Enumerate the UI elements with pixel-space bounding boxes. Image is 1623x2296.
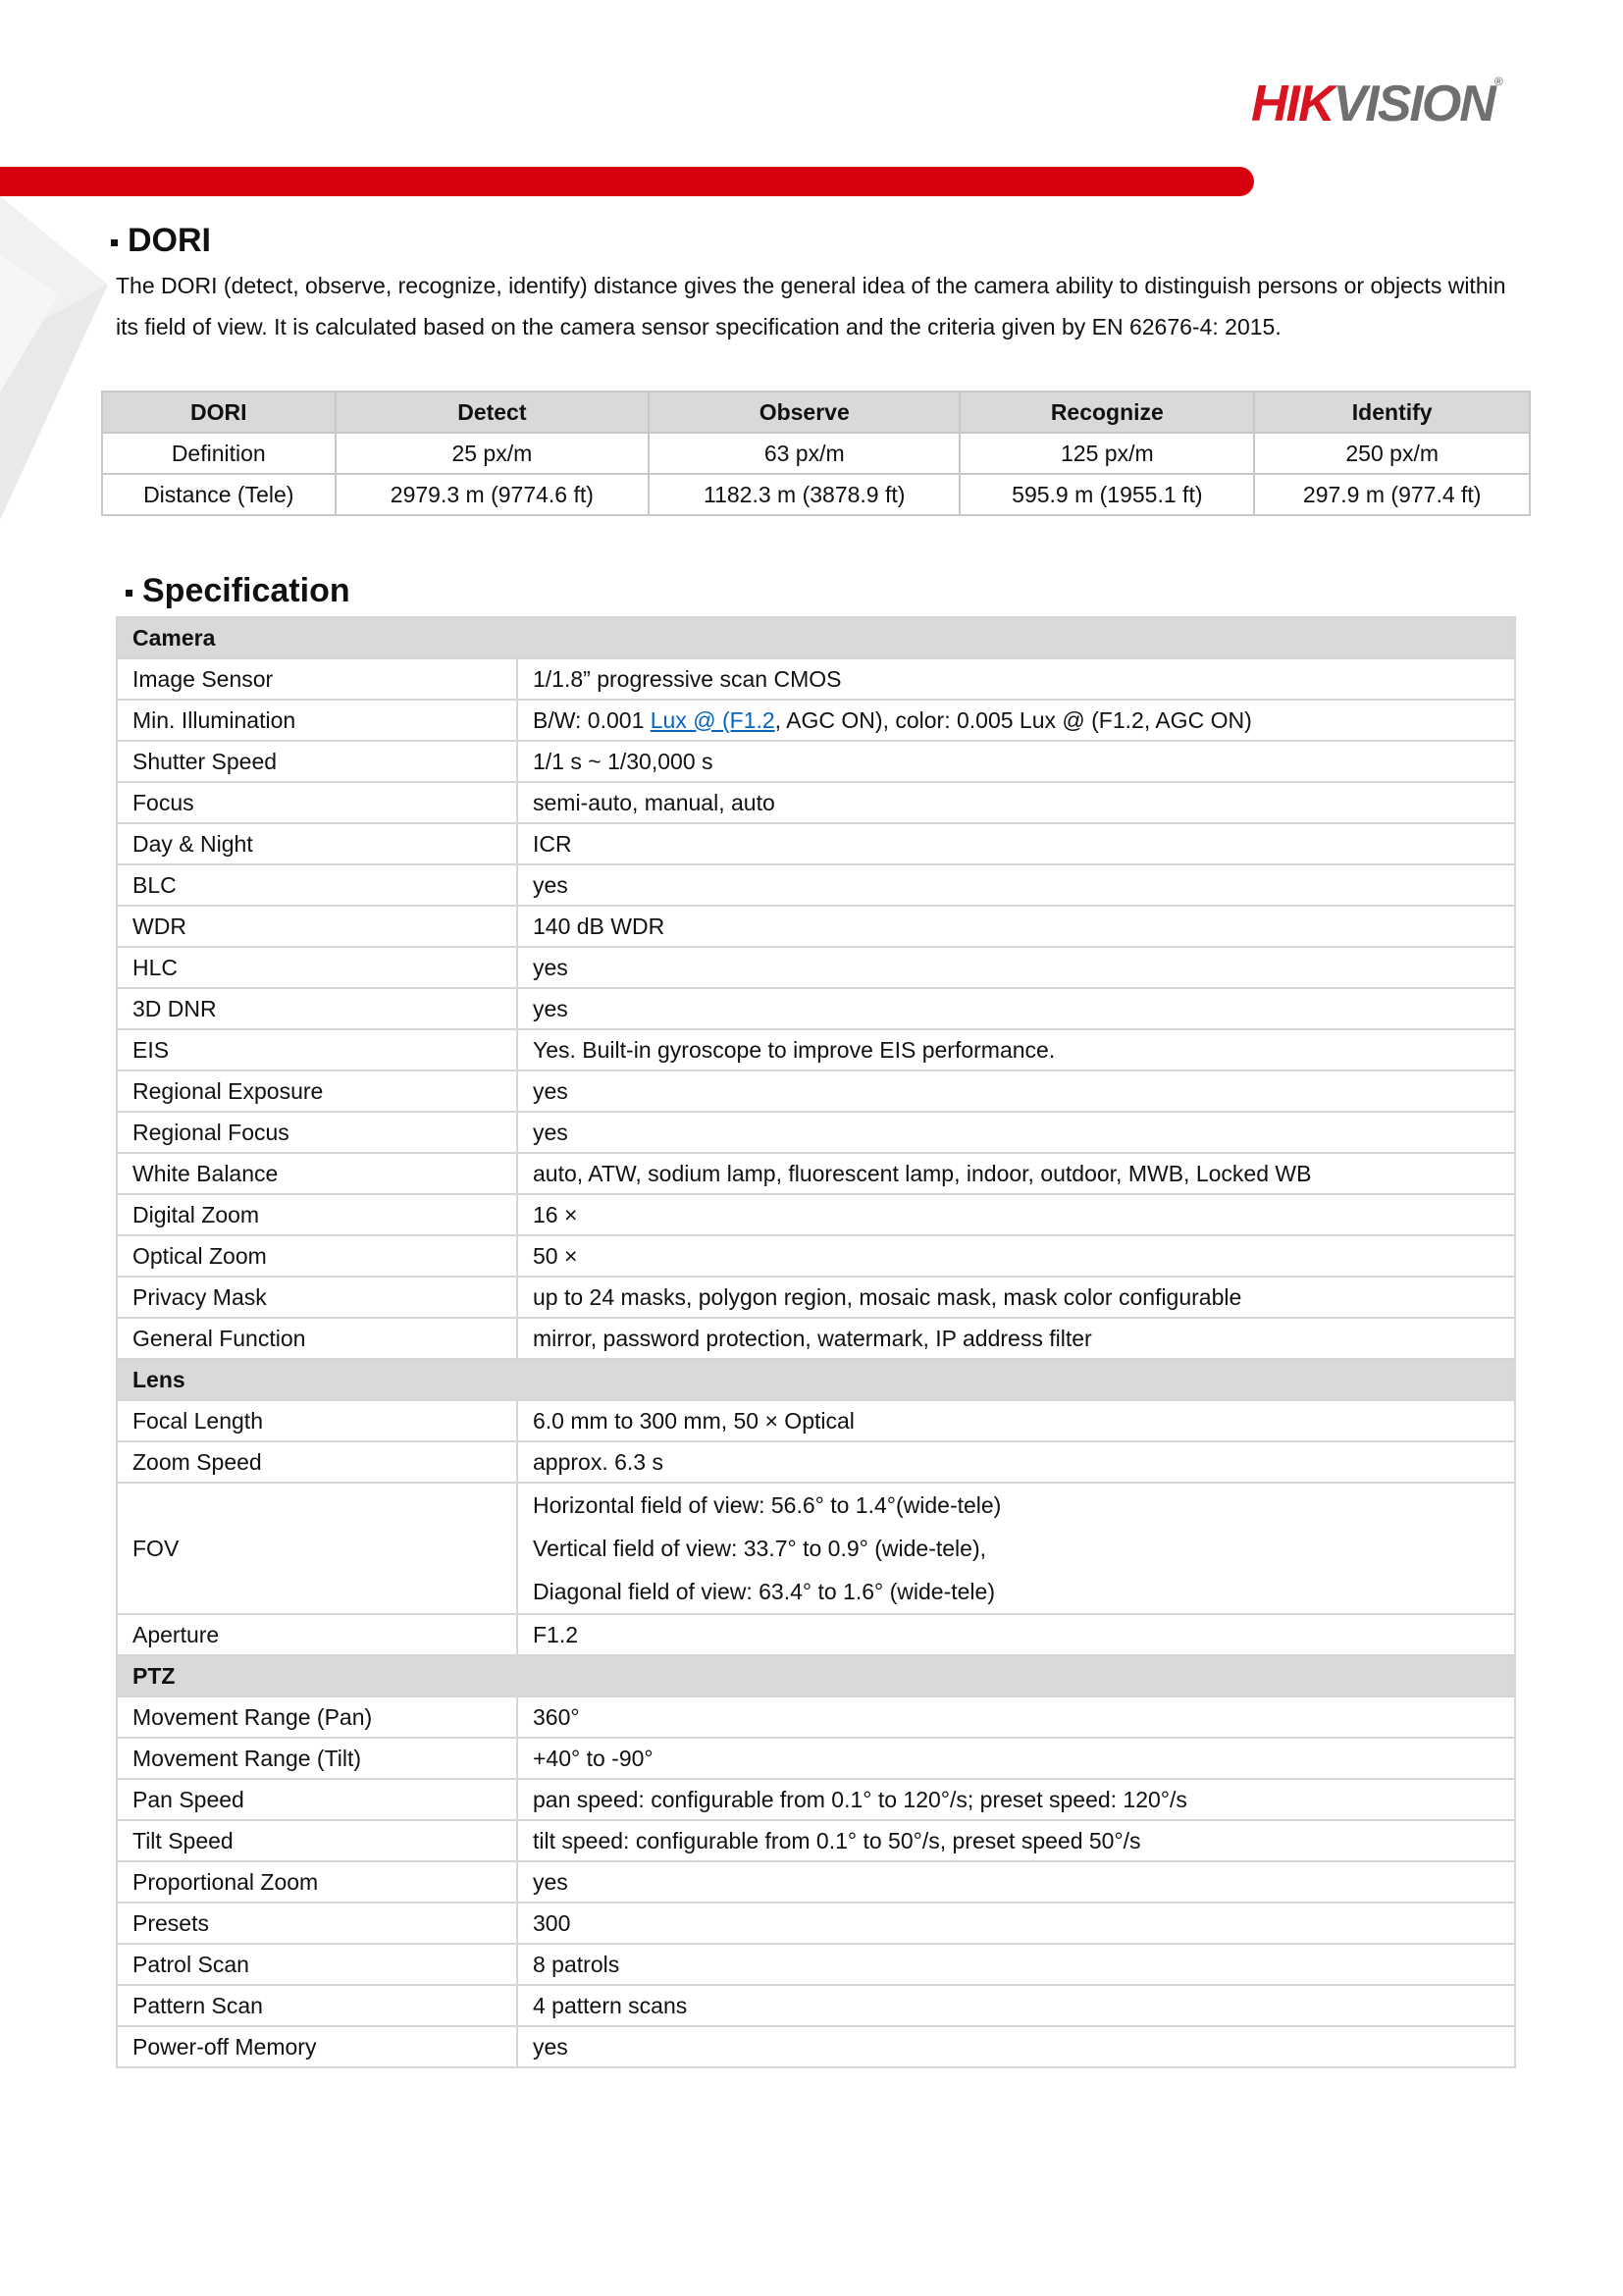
spec-label: Optical Zoom: [117, 1235, 517, 1277]
spec-label: Pan Speed: [117, 1779, 517, 1820]
spec-row: [117, 1070, 1515, 1112]
dori-row: [102, 433, 1530, 474]
spec-row: [117, 947, 1515, 988]
spec-value: B/W: 0.001 Lux @ (F1.2, AGC ON), color: 0.005 Lux @ (F1.2, AGC ON): [517, 700, 1515, 741]
dori-header-cell: DORI: [102, 391, 336, 433]
spec-value: semi-auto, manual, auto: [517, 782, 1515, 823]
spec-value: 4 pattern scans: [517, 1985, 1515, 2026]
specification-heading: Specification: [126, 572, 350, 610]
dori-cell: 1182.3 m (3878.9 ft): [649, 474, 960, 515]
dori-cell: Distance (Tele): [102, 474, 336, 515]
spec-value: yes: [517, 2026, 1515, 2067]
spec-label: Day & Night: [117, 823, 517, 864]
spec-row: [117, 1696, 1515, 1738]
spec-value: 50 ×: [517, 1235, 1515, 1277]
dori-cell: 63 px/m: [649, 433, 960, 474]
spec-label: General Function: [117, 1318, 517, 1359]
spec-row: [117, 1820, 1515, 1861]
spec-value: +40° to -90°: [517, 1738, 1515, 1779]
spec-row: [117, 823, 1515, 864]
section-header-camera: [117, 617, 1515, 658]
spec-label: Privacy Mask: [117, 1277, 517, 1318]
spec-row: [117, 782, 1515, 823]
spec-label: Focus: [117, 782, 517, 823]
spec-label: Min. Illumination: [117, 700, 517, 741]
dori-cell: 595.9 m (1955.1 ft): [960, 474, 1254, 515]
spec-row: [117, 1903, 1515, 1944]
spec-label: Pattern Scan: [117, 1985, 517, 2026]
spec-value: 300: [517, 1903, 1515, 1944]
section-header-ptz: [117, 1655, 1515, 1696]
spec-row: [117, 1441, 1515, 1483]
section-title: Camera: [117, 617, 1515, 658]
spec-row: [117, 1194, 1515, 1235]
spec-label: Movement Range (Pan): [117, 1696, 517, 1738]
dori-header-row: [102, 391, 1530, 433]
header-red-bar: [0, 167, 1254, 196]
spec-label: FOV: [117, 1483, 517, 1614]
spec-row: [117, 1985, 1515, 2026]
section-header-lens: [117, 1359, 1515, 1400]
dori-cell: 250 px/m: [1254, 433, 1530, 474]
spec-label: Aperture: [117, 1614, 517, 1655]
spec-value: F1.2: [517, 1614, 1515, 1655]
spec-row: [117, 1277, 1515, 1318]
spec-value: pan speed: configurable from 0.1° to 120°/s; preset speed: 120°/s: [517, 1779, 1515, 1820]
spec-label: Regional Focus: [117, 1112, 517, 1153]
spec-value: yes: [517, 988, 1515, 1029]
spec-value: 360°: [517, 1696, 1515, 1738]
spec-row: [117, 1029, 1515, 1070]
spec-row: [117, 658, 1515, 700]
dori-table: [101, 391, 1531, 516]
spec-value: 8 patrols: [517, 1944, 1515, 1985]
spec-value: 1/1.8” progressive scan CMOS: [517, 658, 1515, 700]
spec-row: [117, 906, 1515, 947]
spec-value-line: Horizontal field of view: 56.6° to 1.4°(wide-tele): [533, 1492, 1002, 1518]
spec-label: 3D DNR: [117, 988, 517, 1029]
spec-label: Regional Exposure: [117, 1070, 517, 1112]
spec-row: [117, 1944, 1515, 1985]
spec-value: yes: [517, 1070, 1515, 1112]
spec-row: [117, 1235, 1515, 1277]
spec-label: Power-off Memory: [117, 2026, 517, 2067]
hikvision-logo: HIKVISION®: [1251, 75, 1501, 132]
spec-row: [117, 1738, 1515, 1779]
spec-label: Shutter Speed: [117, 741, 517, 782]
spec-label: Image Sensor: [117, 658, 517, 700]
spec-label: Focal Length: [117, 1400, 517, 1441]
spec-row: [117, 1153, 1515, 1194]
section-title: PTZ: [117, 1655, 1515, 1696]
spec-row: [117, 988, 1515, 1029]
spec-value: ICR: [517, 823, 1515, 864]
spec-value: yes: [517, 1861, 1515, 1903]
spec-label: Tilt Speed: [117, 1820, 517, 1861]
spec-value: auto, ATW, sodium lamp, fluorescent lamp, indoor, outdoor, MWB, Locked WB: [517, 1153, 1515, 1194]
lux-link[interactable]: Lux @ (F1.2: [650, 706, 775, 733]
spec-value: yes: [517, 947, 1515, 988]
spec-value: yes: [517, 1112, 1515, 1153]
spec-value: 16 ×: [517, 1194, 1515, 1235]
spec-value: 140 dB WDR: [517, 906, 1515, 947]
spec-label: WDR: [117, 906, 517, 947]
dori-cell: 297.9 m (977.4 ft): [1254, 474, 1530, 515]
spec-row: [117, 1779, 1515, 1820]
spec-row: [117, 1861, 1515, 1903]
spec-value: approx. 6.3 s: [517, 1441, 1515, 1483]
spec-row: [117, 2026, 1515, 2067]
spec-label: Digital Zoom: [117, 1194, 517, 1235]
spec-value: 6.0 mm to 300 mm, 50 × Optical: [517, 1400, 1515, 1441]
dori-header-cell: Recognize: [960, 391, 1254, 433]
spec-label: EIS: [117, 1029, 517, 1070]
section-title: Lens: [117, 1359, 1515, 1400]
spec-value-line: Vertical field of view: 33.7° to 0.9° (wide-tele),: [533, 1536, 986, 1561]
spec-value: mirror, password protection, watermark, IP address filter: [517, 1318, 1515, 1359]
dori-header-cell: Identify: [1254, 391, 1530, 433]
spec-label: Proportional Zoom: [117, 1861, 517, 1903]
spec-row: [117, 1614, 1515, 1655]
spec-label: Movement Range (Tilt): [117, 1738, 517, 1779]
dori-description: The DORI (detect, observe, recognize, identify) distance gives the general idea of the camera ability to distinguish persons or objects within its field of view. It is calculated based on the camera sensor specification and the criteria given by EN 62676-4: 2015.: [116, 273, 1506, 339]
spec-row: [117, 864, 1515, 906]
spec-row: [117, 700, 1515, 741]
spec-label: Presets: [117, 1903, 517, 1944]
spec-value: up to 24 masks, polygon region, mosaic mask, mask color configurable: [517, 1277, 1515, 1318]
watermark-graphic: [0, 196, 118, 530]
spec-value: 1/1 s ~ 1/30,000 s: [517, 741, 1515, 782]
spec-label: BLC: [117, 864, 517, 906]
spec-value: yes: [517, 864, 1515, 906]
spec-row: [117, 1483, 1515, 1614]
spec-label: Zoom Speed: [117, 1441, 517, 1483]
spec-row: [117, 741, 1515, 782]
specification-table: [116, 616, 1516, 2068]
spec-label: Patrol Scan: [117, 1944, 517, 1985]
dori-header-cell: Detect: [336, 391, 650, 433]
spec-value: Yes. Built-in gyroscope to improve EIS performance.: [517, 1029, 1515, 1070]
spec-value: tilt speed: configurable from 0.1° to 50°/s, preset speed 50°/s: [517, 1820, 1515, 1861]
spec-value-line: Diagonal field of view: 63.4° to 1.6° (wide-tele): [533, 1579, 995, 1604]
spec-row: [117, 1400, 1515, 1441]
dori-cell: 2979.3 m (9774.6 ft): [336, 474, 650, 515]
spec-label: HLC: [117, 947, 517, 988]
dori-heading: DORI: [111, 222, 211, 260]
dori-cell: 125 px/m: [960, 433, 1254, 474]
dori-cell: 25 px/m: [336, 433, 650, 474]
dori-header-cell: Observe: [649, 391, 960, 433]
dori-cell: Definition: [102, 433, 336, 474]
dori-row: [102, 474, 1530, 515]
spec-label: White Balance: [117, 1153, 517, 1194]
spec-row: [117, 1318, 1515, 1359]
spec-value: [517, 1483, 1515, 1614]
spec-row: [117, 1112, 1515, 1153]
